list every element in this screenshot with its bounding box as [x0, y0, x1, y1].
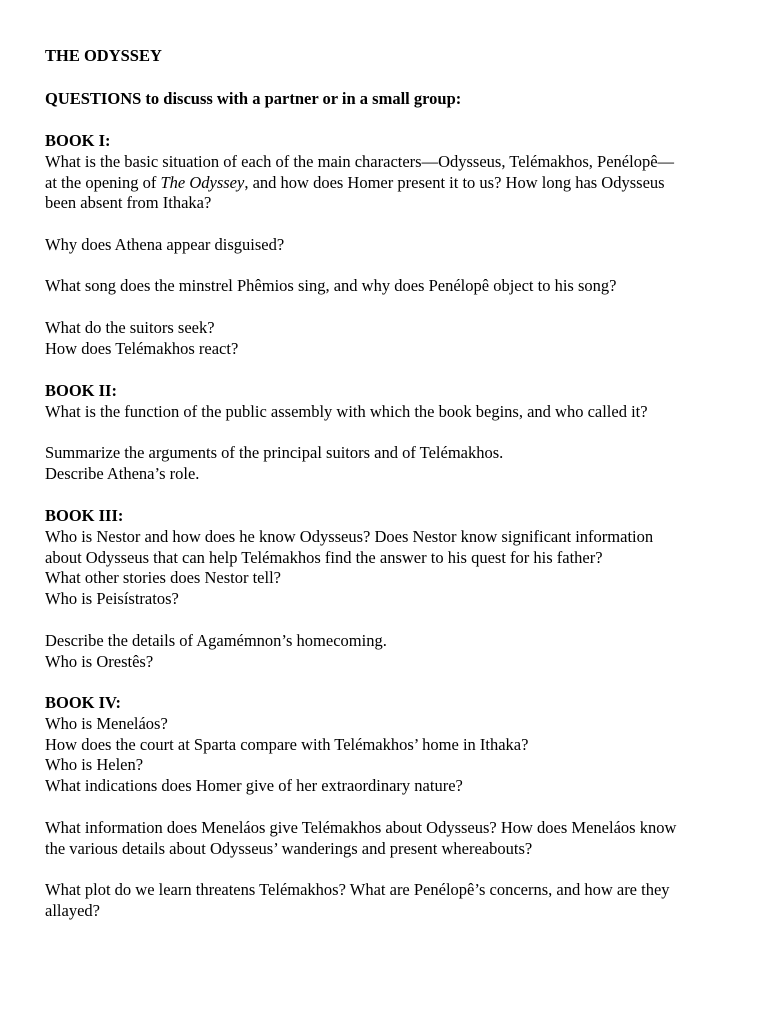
book-2-questions-2-3	[45, 443, 735, 485]
book-3-question-1-line-2: about Odysseus that can help Telémakhos find the answer to his quest for his father?	[45, 547, 603, 567]
book-4-question-2: How does the court at Sparta compare with Telémakhos’ home in Ithaka?	[45, 734, 529, 754]
book-3-question-5: Who is Orestês?	[45, 651, 154, 671]
book-4-question-5-line-1: What information does Meneláos give Telémakhos about Odysseus? How does Meneláos know	[45, 818, 677, 837]
book-3-question-4: Describe the details of Agamémnon’s homecoming.	[45, 631, 387, 650]
book-1-question-2: Why does Athena appear disguised?	[45, 235, 285, 254]
book-4-question-1: Who is Meneláos?	[45, 713, 168, 733]
book-2-heading: BOOK II:	[45, 381, 117, 400]
book-2-question-1: What is the function of the public assembly with which the book begins, and who called it?	[45, 401, 648, 421]
book-4-section	[45, 693, 735, 797]
book-2-section	[45, 381, 735, 423]
book-1-question-4: What do the suitors seek?	[45, 318, 215, 337]
book-3-section	[45, 506, 735, 610]
document-title: THE ODYSSEY	[45, 46, 162, 65]
book-3-question-2: What other stories does Nestor tell?	[45, 568, 281, 588]
book-4-question-6-line-2: allayed?	[45, 900, 100, 920]
book-4-question-4: What indications does Homer give of her extraordinary nature?	[45, 776, 463, 796]
book-1-question-1-line-1: What is the basic situation of each of the main characters—Odysseus, Telémakhos, Penélopê—	[45, 151, 675, 171]
book-3-question-3: Who is Peisístratos?	[45, 589, 179, 609]
book-4-question-6-line-1: What plot do we learn threatens Telémakhos? What are Penélopê’s concerns, and how are they	[45, 880, 670, 899]
book-1-question-1-line-3: been absent from Ithaka?	[45, 193, 212, 213]
book-4-question-6	[45, 880, 735, 922]
book-1-section	[45, 131, 735, 214]
book-2-question-3: Describe Athena’s role.	[45, 463, 200, 483]
book-4-question-3: Who is Helen?	[45, 755, 144, 775]
book-2-question-2: Summarize the arguments of the principal suitors and of Telémakhos.	[45, 443, 504, 462]
book-1-questions-4-5	[45, 318, 735, 360]
q1-line-2-end: , and how does Homer present it to us? How long has Odysseus	[244, 172, 665, 192]
book-1-question-1-line-2	[45, 173, 735, 194]
book-1-question-3: What song does the minstrel Phêmios sing, and why does Penélopê object to his song?	[45, 276, 617, 295]
book-3-questions-4-5	[45, 631, 735, 673]
book-4-question-5	[45, 818, 735, 860]
book-3-heading: BOOK III:	[45, 506, 124, 525]
q1-line-2-start: at the opening of	[45, 172, 161, 192]
odyssey-title-italic: The Odyssey	[160, 172, 245, 192]
book-4-heading: BOOK IV:	[45, 693, 121, 712]
book-3-question-1-line-1: Who is Nestor and how does he know Odysseus? Does Nestor know significant information	[45, 526, 654, 546]
book-1-question-5: How does Telémakhos react?	[45, 338, 239, 358]
book-1-heading: BOOK I:	[45, 131, 111, 150]
document-subtitle: QUESTIONS to discuss with a partner or in a small group:	[45, 89, 462, 108]
book-4-question-5-line-2: the various details about Odysseus’ wanderings and present whereabouts?	[45, 838, 533, 858]
